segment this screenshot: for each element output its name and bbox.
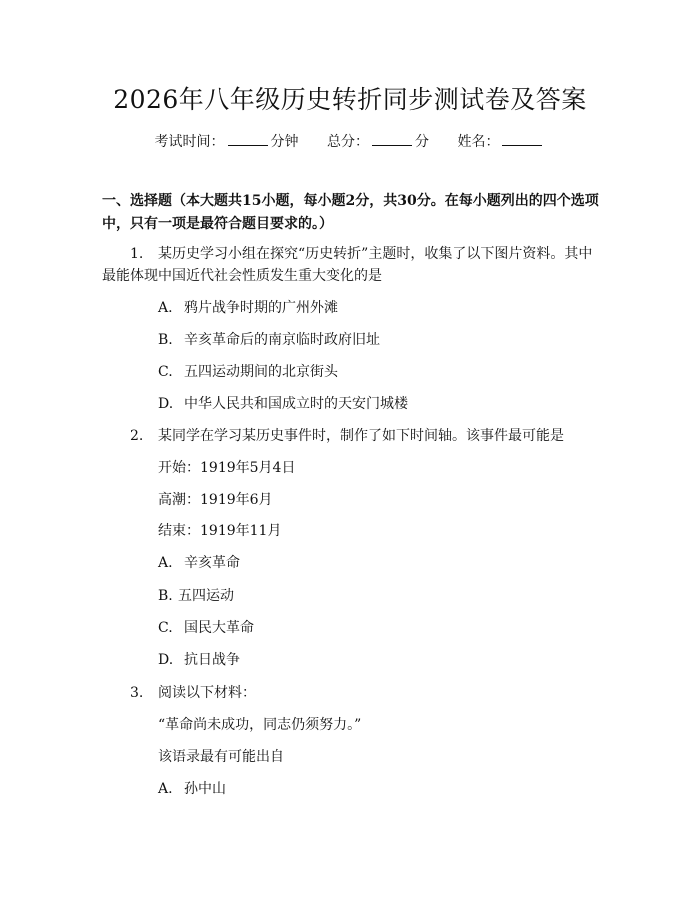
q3-quote: “革命尚未成功，同志仍须努力。” xyxy=(158,717,362,733)
q2-timeline-peak: 高潮：1919年6月 xyxy=(158,492,273,508)
q3-option-a: A. 孙中山 xyxy=(158,781,226,797)
total-score: 总分： 分 xyxy=(327,134,429,150)
name-blank xyxy=(502,133,542,146)
exam-meta xyxy=(0,131,700,151)
q2-timeline-end: 结束：1919年11月 xyxy=(158,523,282,539)
score-blank xyxy=(372,133,412,146)
time-blank xyxy=(228,133,268,146)
q2-number: 2. xyxy=(130,428,144,444)
section-heading: 一、选择题（本大题共15小题，每小题2分，共30分。在每小题列出的四个选项中，只有一项是最符合题目要求的。） xyxy=(102,193,599,232)
exam-time: 考试时间： 分钟 xyxy=(154,134,299,150)
q2-option-c: C. 国民大革命 xyxy=(158,620,254,636)
q1-number: 1. xyxy=(130,246,144,262)
q1-option-b: B. 辛亥革命后的南京临时政府旧址 xyxy=(158,332,380,348)
q2-timeline-start: 开始：1919年5月4日 xyxy=(158,460,296,476)
student-name: 姓名： xyxy=(457,131,545,151)
q1-option-d: D. 中华人民共和国成立时的天安门城楼 xyxy=(158,396,408,412)
page-title: 2026年八年级历史转折同步测试卷及答案 xyxy=(113,85,587,114)
q3-stem: 3. 阅读以下材料： xyxy=(130,685,256,701)
q2-option-b: B. 五四运动 xyxy=(158,588,234,604)
q2-option-d: D. 抗日战争 xyxy=(158,652,240,668)
q1-stem-cont: 最能体现中国近代社会性质发生重大变化的是 xyxy=(102,268,382,284)
q1-option-c: C. 五四运动期间的北京街头 xyxy=(158,364,338,380)
q1-stem: 1. 某历史学习小组在探究“历史转折”主题时，收集了以下图片资料。其中 xyxy=(130,246,593,262)
q2-stem: 2. 某同学在学习某历史事件时，制作了如下时间轴。该事件最可能是 xyxy=(130,428,564,444)
q2-option-a: A. 辛亥革命 xyxy=(158,555,240,571)
q1-option-a: A. 鸦片战争时期的广州外滩 xyxy=(158,300,338,316)
q3-prompt: 该语录最有可能出自 xyxy=(158,749,284,765)
q3-number: 3. xyxy=(130,685,144,701)
